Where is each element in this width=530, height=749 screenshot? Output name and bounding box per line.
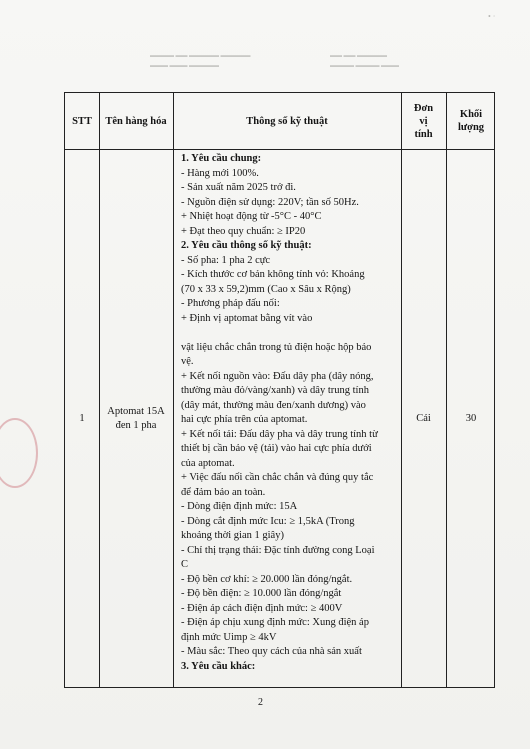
bleed-through-text: ▬▬▬▬ ▬▬▬▬ ▬▬▬ (330, 63, 399, 69)
bleed-through-text: ▬▬ ▬▬ ▬▬▬▬▬ (330, 53, 387, 59)
header-unit-line: tính (414, 128, 433, 140)
spec-line: vật liệu chắc chắn trong tủ điện hoặc hộp bảo (181, 341, 372, 353)
spec-line: - Nguồn điện sử dụng: 220V; tần số 50Hz. (181, 196, 359, 208)
header-specifications: Thông số kỹ thuật (246, 115, 328, 127)
page-number: 2 (258, 697, 263, 708)
header-unit (401, 93, 446, 149)
bleed-through-text: ▬▬▬ ▬▬▬ ▬▬▬▬▬ (150, 63, 219, 69)
spec-line: - Độ bền điện: ≥ 10.000 lần đóng/ngắt (181, 588, 342, 599)
spec-line: + Đạt theo quy chuẩn: ≥ IP20 (181, 225, 306, 237)
spec-line: - Phương pháp đấu nối: (181, 298, 280, 309)
spec-line: - Sản xuất năm 2025 trở đi. (181, 182, 296, 193)
header-quantity-line: Khối (459, 109, 483, 120)
bleed-through-text: ▬▬▬▬ ▬▬ ▬▬▬▬▬ ▬▬▬▬▬ (150, 53, 251, 59)
spec-line: - Màu sắc: Theo quy cách của nhà sản xuất (181, 646, 362, 657)
spec-line: của aptomat. (181, 457, 235, 469)
spec-line: thường màu đỏ/vàng/xanh) và dây trung tính (181, 385, 369, 396)
header-quantity-line: lượng (457, 122, 485, 133)
spec-line: khoảng thời gian 1 giây) (181, 530, 284, 541)
spec-line: 1. Yêu cầu chung: (181, 153, 262, 164)
spec-line: để đảm bảo an toàn. (181, 486, 266, 498)
spec-line: - Dòng cắt định mức Icu: ≥ 1,5kA (Trong (181, 515, 355, 527)
header-quantity (446, 93, 496, 149)
row-product-name (99, 149, 173, 689)
spec-line: định mức Uimp ≥ 4kV (181, 631, 277, 643)
spec-line: C (181, 559, 189, 570)
spec-table (64, 92, 495, 688)
header-unit-line: Đơn (413, 102, 434, 114)
spec-line: - Độ bền cơ khí: ≥ 20.000 lần đóng/ngắt. (181, 573, 353, 585)
spec-line: - Dòng điện định mức: 15A (181, 501, 298, 512)
row-stt: 1 (79, 413, 85, 424)
row-unit: Cái (416, 413, 431, 424)
header-product-name: Tên hàng hóa (105, 115, 167, 127)
spec-line: (70 x 33 x 59,2)mm (Cao x Sâu x Rộng) (181, 283, 351, 295)
row-quantity: 30 (465, 413, 477, 424)
spec-line: vệ. (181, 356, 194, 367)
spec-line: 2. Yêu cầu thông số kỹ thuật: (181, 240, 312, 251)
spec-line: + Kết nối nguồn vào: Đấu dây pha (dây nóng, (181, 370, 374, 382)
spec-line: - Số pha: 1 pha 2 cực (181, 254, 271, 266)
product-name-line: Aptomat 15A (107, 406, 165, 417)
spec-line: - Chỉ thị trạng thái: Đặc tính đường cong Loại (181, 544, 375, 556)
scan-artifact: • · (488, 12, 496, 21)
product-name-line: đen 1 pha (115, 420, 157, 431)
spec-line: - Điện áp cách điện định mức: ≥ 400V (181, 602, 343, 614)
spec-line: + Kết nối tải: Đấu dây pha và dây trung tính từ (181, 428, 378, 440)
spec-line: + Việc đấu nối cần chắc chắn và đúng quy tắc (181, 472, 374, 483)
spec-line: hai cực phía trên của aptomat. (181, 414, 308, 425)
spec-line: + Nhiệt hoạt động từ -5°C - 40°C (181, 211, 322, 222)
red-seal-stamp (0, 418, 38, 488)
spec-line: - Kích thước cơ bản không tính vỏ: Khoảng (181, 269, 365, 280)
spec-line: 3. Yêu cầu khác: (181, 660, 256, 672)
spec-line (181, 326, 401, 341)
row-specifications (181, 152, 401, 674)
header-unit-line: vị (419, 115, 428, 127)
spec-line: thiết bị cần bảo vệ (tải) vào hai cực phía dưới (181, 443, 372, 454)
header-stt: STT (72, 115, 92, 127)
spec-line: + Định vị aptomat bằng vít vào (181, 312, 313, 324)
spec-line: (dây mát, thường màu đen/xanh dương) vào (181, 399, 366, 411)
spec-line: - Hàng mới 100%. (181, 167, 259, 179)
spec-line: - Điện áp chịu xung định mức: Xung điện áp (181, 617, 369, 628)
